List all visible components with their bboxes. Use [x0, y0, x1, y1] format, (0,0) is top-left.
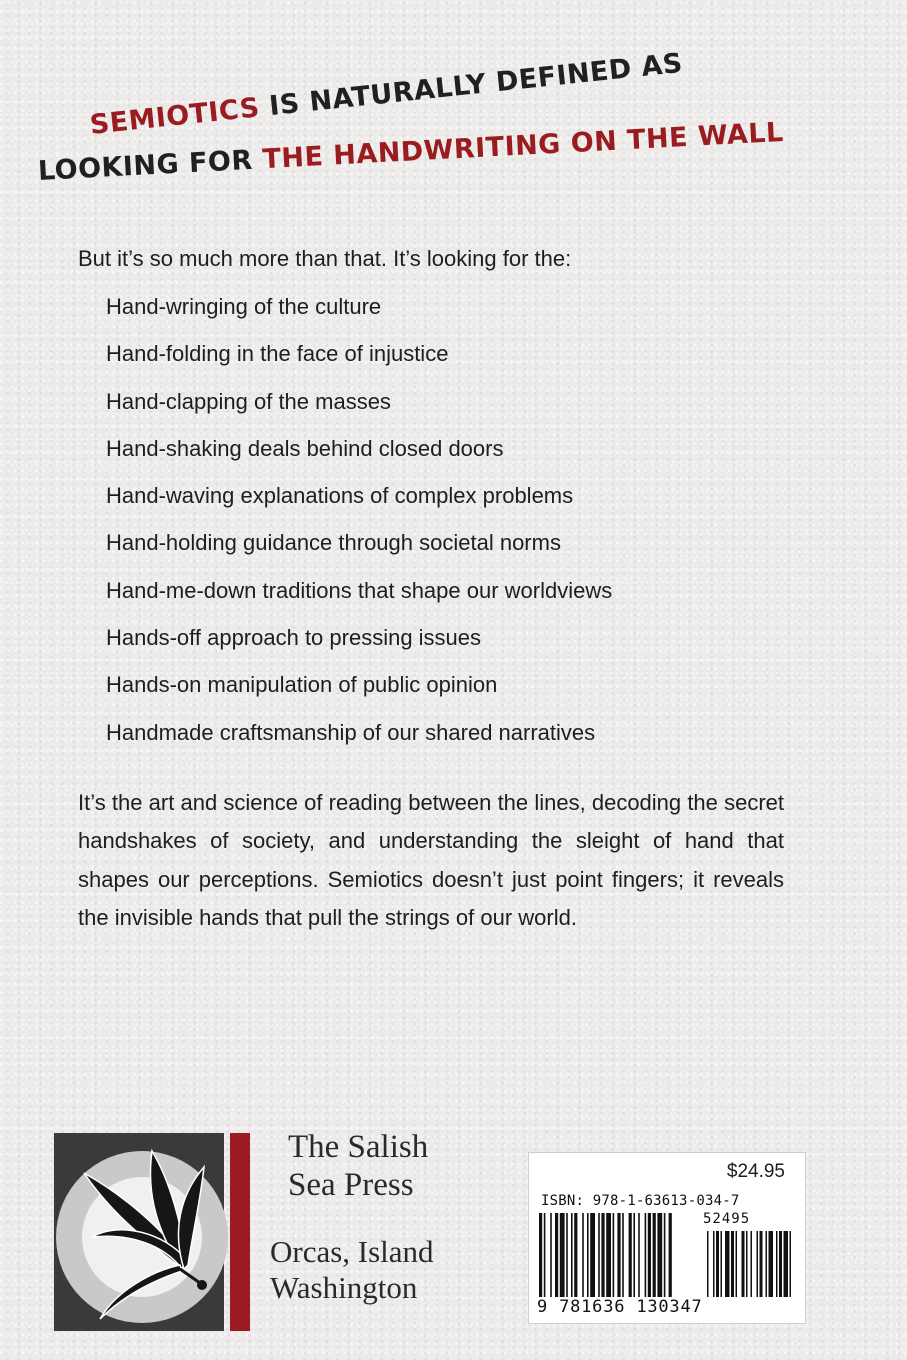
barcode-bar [622, 1213, 624, 1297]
list-item: Hands-off approach to pressing issues [106, 625, 482, 651]
barcode-bar [617, 1213, 620, 1297]
barcode-addon-bar [736, 1231, 738, 1297]
intro-text: But it’s so much more than that. It’s looking for the: [78, 246, 572, 271]
headline-semiotics: SEMIOTICS [88, 92, 262, 141]
headline [0, 47, 907, 208]
olive-branch-logo-icon [54, 1133, 250, 1331]
barcode-addon-bar [769, 1231, 774, 1297]
barcode-bar [669, 1213, 672, 1297]
addon-number: 52495 [703, 1211, 751, 1227]
barcode-addon-bar [751, 1231, 753, 1297]
barcode-addon-bar [766, 1231, 768, 1297]
barcode-bar [657, 1213, 662, 1297]
list-item: Hand-shaking deals behind closed doors [106, 435, 504, 461]
barcode-addon-bar [746, 1231, 748, 1297]
list-item: Hand-wringing of the culture [106, 294, 382, 319]
barcode-addon-bar [790, 1231, 792, 1297]
list-item: Hand-waving explanations of complex problems [106, 483, 574, 509]
headline-handwriting: THE HANDWRITING ON THE WALL [261, 116, 785, 176]
isbn-label: ISBN: 978-1-63613-034-7 [541, 1193, 740, 1209]
barcode-addon-bar [784, 1231, 789, 1297]
barcode-addon-bar [725, 1231, 730, 1297]
list-item: Handmade craftsmanship of our shared narratives [106, 719, 596, 745]
list-item: Hand-clapping of the masses [106, 388, 391, 414]
barcode-addon-bar [716, 1231, 719, 1297]
barcode-bar [606, 1213, 611, 1297]
barcode-bar [645, 1213, 647, 1297]
barcode-bar [638, 1213, 640, 1297]
barcode-addon-bar [779, 1231, 782, 1297]
barcode-addon-bar [742, 1231, 745, 1297]
barcode-bar [571, 1213, 573, 1297]
barcode-bar [648, 1213, 651, 1297]
publisher-location-line-2: Washington [270, 1270, 418, 1305]
barcode-bar [574, 1213, 577, 1297]
hand-list [106, 292, 612, 765]
barcode-bar [555, 1213, 558, 1297]
barcode-bars [539, 1213, 795, 1297]
barcode-addon-bar [760, 1231, 763, 1297]
body-paragraph: It’s the art and science of reading between the lines, decoding the secret handshakes of society, and understanding the sleight of hand that shapes our perceptions. Semiotics doesn’t just point fingers; it reveals the invisible hands that pull the strings of our world. [78, 790, 784, 931]
publisher-name-line-1: The Salish [288, 1129, 429, 1165]
barcode-bar [582, 1213, 584, 1297]
barcode-addon-bar [721, 1231, 723, 1297]
barcode-addon-bar [731, 1231, 734, 1297]
barcode-box [528, 1152, 806, 1324]
list-item: Hands-on manipulation of public opinion [106, 672, 498, 698]
barcode-bar [587, 1213, 589, 1297]
publisher-name-line-2: Sea Press [288, 1167, 414, 1203]
list-item: Hand-folding in the face of injustice [106, 341, 449, 367]
barcode-bar [539, 1213, 542, 1297]
list-item: Hand-me-down traditions that shape our worldviews [106, 577, 613, 603]
barcode-addon-bar [757, 1231, 759, 1297]
barcode-addon-bar [776, 1231, 778, 1297]
headline-looking-for: LOOKING FOR [37, 144, 264, 187]
headline-defined-as: IS NATURALLY DEFINED AS [257, 47, 685, 124]
barcode-addon-bar [713, 1231, 715, 1297]
list-item: Hand-holding guidance through societal norms [106, 530, 561, 556]
barcode-bar [633, 1213, 635, 1297]
barcode-bar [664, 1213, 666, 1297]
barcode-bar [613, 1213, 615, 1297]
barcode-bar [629, 1213, 632, 1297]
barcode-bar [550, 1213, 552, 1297]
price-label: $24.95 [726, 1161, 785, 1182]
barcode-bar [598, 1213, 600, 1297]
ean-number: 9 781636 130347 [537, 1297, 703, 1317]
publisher-location-line-1: Orcas, Island [270, 1234, 434, 1269]
barcode-bar [560, 1213, 565, 1297]
barcode-bar [590, 1213, 595, 1297]
publisher-location [270, 1234, 434, 1306]
barcode-bar [566, 1213, 568, 1297]
barcode-bar [653, 1213, 656, 1297]
barcode-bar [544, 1213, 546, 1297]
barcode-bar [601, 1213, 604, 1297]
barcode-addon-bar [707, 1231, 709, 1297]
publisher-name [288, 1128, 428, 1204]
